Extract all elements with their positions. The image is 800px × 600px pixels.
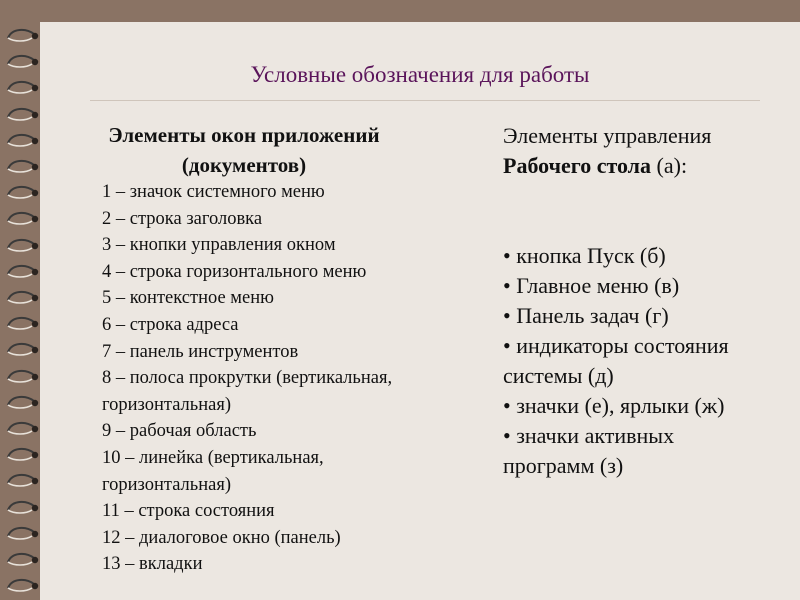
spiral-ring-icon xyxy=(4,209,40,229)
list-item: 11 – строка состояния xyxy=(102,501,275,522)
spiral-ring-icon xyxy=(4,183,40,203)
list-item: 10 – линейка (вертикальная, xyxy=(102,447,324,468)
list-item: 5 – контекстное меню xyxy=(102,288,274,309)
list-item: • Панель задач (г) xyxy=(503,303,669,328)
list-item: 3 – кнопки управления окном xyxy=(102,235,336,256)
title-divider xyxy=(90,100,760,101)
list-item: 6 – строка адреса xyxy=(102,314,239,335)
spiral-ring-icon xyxy=(4,471,40,491)
spiral-ring-icon xyxy=(4,157,40,177)
spiral-ring-icon xyxy=(4,26,40,46)
desktop-controls-block xyxy=(503,121,793,481)
list-item: горизонтальная) xyxy=(102,394,232,415)
right-heading-suffix: (а): xyxy=(651,153,688,178)
spiral-ring-icon xyxy=(4,393,40,413)
right-heading-bold: Рабочего стола xyxy=(503,153,652,178)
desktop-controls-list xyxy=(503,241,793,481)
list-item: • индикаторы состояния xyxy=(503,333,729,358)
list-item: • значки активных xyxy=(503,423,675,448)
spiral-ring-icon xyxy=(4,340,40,360)
left-heading-line-1: Элементы окон приложений xyxy=(108,123,380,147)
list-item: 7 – панель инструментов xyxy=(102,341,299,362)
list-item: 2 – строка заголовка xyxy=(102,208,263,229)
right-heading-line-2 xyxy=(503,151,793,181)
left-heading-line-2: (документов) xyxy=(181,153,307,177)
window-elements-list xyxy=(102,179,472,578)
spiral-ring-icon xyxy=(4,262,40,282)
spiral-ring-icon xyxy=(4,576,40,596)
spiral-ring-icon xyxy=(4,288,40,308)
list-item: 1 – значок системного меню xyxy=(102,182,325,202)
spiral-ring-icon xyxy=(4,52,40,72)
left-column-heading xyxy=(64,120,424,180)
spiral-ring-icon xyxy=(4,524,40,544)
list-item: 12 – диалоговое окно (панель) xyxy=(102,527,341,548)
spiral-binding xyxy=(0,22,44,600)
spiral-ring-icon xyxy=(4,419,40,439)
right-heading-line-1: Элементы управления xyxy=(503,123,712,148)
list-item: горизонтальная) xyxy=(102,474,232,495)
spiral-ring-icon xyxy=(4,498,40,518)
spiral-ring-icon xyxy=(4,445,40,465)
list-item: 13 – вкладки xyxy=(102,554,203,575)
spiral-ring-icon xyxy=(4,314,40,334)
spiral-ring-icon xyxy=(4,131,40,151)
list-item: • значки (е), ярлыки (ж) xyxy=(503,393,725,418)
spiral-ring-icon xyxy=(4,367,40,387)
list-item: 4 – строка горизонтального меню xyxy=(102,261,367,282)
spiral-ring-icon xyxy=(4,550,40,570)
list-item: системы (д) xyxy=(503,363,614,388)
list-item: 9 – рабочая область xyxy=(102,421,257,442)
spiral-ring-icon xyxy=(4,78,40,98)
list-item: программ (з) xyxy=(503,453,624,478)
spiral-ring-icon xyxy=(4,236,40,256)
list-item: • Главное меню (в) xyxy=(503,273,680,298)
spiral-ring-icon xyxy=(4,105,40,125)
slide-title: Условные обозначения для работы xyxy=(250,62,590,87)
list-item: 8 – полоса прокрутки (вертикальная, xyxy=(102,368,393,389)
list-item: • кнопка Пуск (б) xyxy=(503,243,666,268)
